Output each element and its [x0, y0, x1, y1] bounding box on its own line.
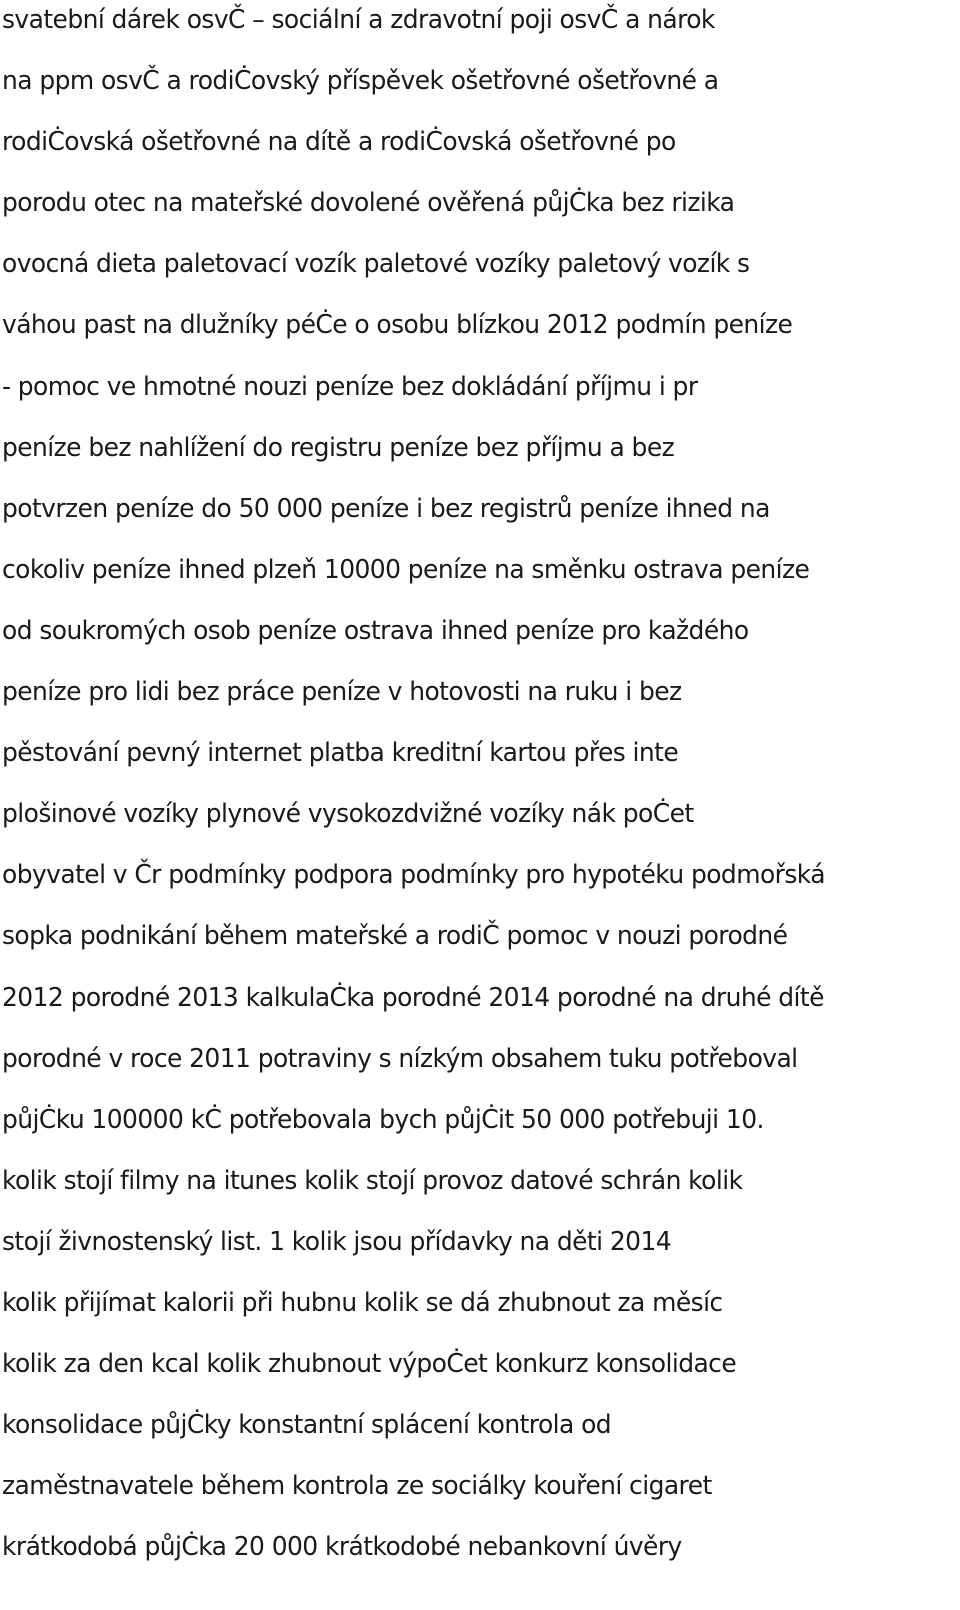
text-line: plošinové vozíky plynové vysokozdvižné vozíky nák poĊet	[2, 799, 694, 830]
text-line: pěstování pevný internet platba kreditní kartou přes inte	[2, 738, 679, 769]
text-line: konsolidace půjĊky konstantní splácení kontrola od	[2, 1410, 612, 1441]
text-line: stojí živnostenský list. 1 kolik jsou přídavky na děti 2014	[2, 1226, 672, 1257]
text-line: obyvatel v Čr podmínky podpora podmínky pro hypotéku podmořská	[2, 860, 825, 891]
text-line: potvrzen peníze do 50 000 peníze i bez registrů peníze ihned na	[2, 493, 770, 524]
text-line: peníze bez nahlížení do registru peníze bez příjmu a bez	[2, 432, 675, 463]
text-line: - pomoc ve hmotné nouzi peníze bez dokládání příjmu i pr	[2, 371, 698, 402]
text-line: svatební dárek osvČ – sociální a zdravotní poji osvČ a nárok	[2, 5, 715, 35]
text-line: na ppm osvČ a rodiĊovský příspěvek ošetřovné ošetřovné a	[2, 66, 719, 97]
text-line: zaměstnavatele během kontrola ze sociálky kouření cigaret	[2, 1471, 712, 1502]
document-body	[2, 0, 960, 1578]
text-line: kolik stojí filmy na itunes kolik stojí provoz datové schrán kolik	[2, 1165, 743, 1196]
text-line: krátkodobá půjĊka 20 000 krátkodobé nebankovní úvěry	[2, 1532, 682, 1563]
text-line: váhou past na dlužníky péĊe o osobu blízkou 2012 podmín peníze	[2, 310, 793, 341]
text-line: sopka podnikání během mateřské a rodiČ pomoc v nouzi porodné	[2, 921, 788, 952]
text-line: půjĊku 100000 kĊ potřebovala bych půjĊit 50 000 potřebuji 10.	[2, 1104, 764, 1135]
text-line: od soukromých osob peníze ostrava ihned peníze pro každého	[2, 615, 749, 646]
text-line: rodiĊovská ošetřovné na dítě a rodiĊovská ošetřovné po	[2, 127, 676, 158]
text-line: porodu otec na mateřské dovolené ověřená půjĊka bez rizika	[2, 188, 735, 219]
text-line: peníze pro lidi bez práce peníze v hotovosti na ruku i bez	[2, 677, 682, 708]
text-line: kolik přijímat kalorii při hubnu kolik se dá zhubnout za měsíc	[2, 1287, 723, 1318]
text-line: porodné v roce 2011 potraviny s nízkým obsahem tuku potřeboval	[2, 1043, 798, 1074]
text-line: 2012 porodné 2013 kalkulaĊka porodné 2014 porodné na druhé dítě	[2, 982, 824, 1013]
text-line: kolik za den kcal kolik zhubnout výpoĊet konkurz konsolidace	[2, 1349, 737, 1380]
text-line: cokoliv peníze ihned plzeň 10000 peníze na směnku ostrava peníze	[2, 554, 810, 585]
text-line: ovocná dieta paletovací vozík paletové vozíky paletový vozík s	[2, 249, 750, 280]
